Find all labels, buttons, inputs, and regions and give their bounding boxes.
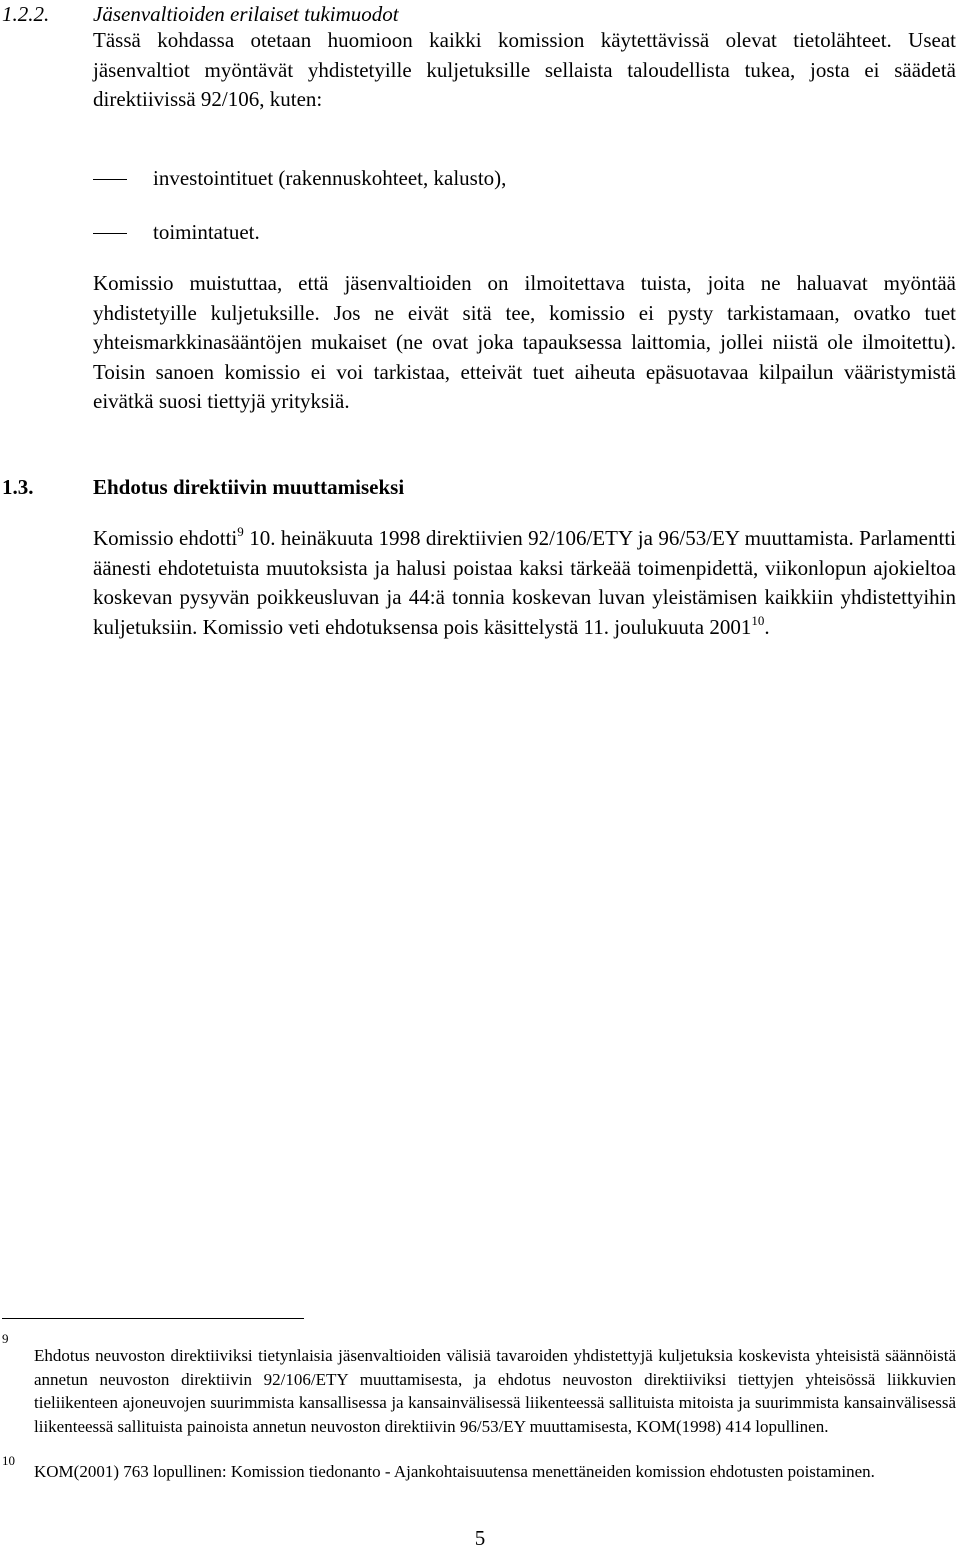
footnote-text-9: Ehdotus neuvoston direktiiviksi tietynlaisia jäsenvaltioiden välisiä tavaroiden yhdistettyjä kuljetuksia koskevista yhteisistä säännöistä annetun neuvoston direktiivin 92/106/ETY muuttamisesta, ja ehdotus neuvoston direktiiviksi tiettyjen yhteisössä liikkuvien tieliikenteen ajoneuvojen suurimmista kansallisessa ja kansainvälisessä liikenteessä sallituista mitoista ja suurimmista kansainvälisessä liikenteessä sallituista painoista annetun neuvoston direktiivin 96/53/EY muuttamisesta, KOM(1998) 414 lopullinen. xyxy=(34,1346,956,1436)
footnote-ref-9[interactable]: 9 xyxy=(237,524,244,539)
subsection-title: Jäsenvaltioiden erilaiset tukimuodot xyxy=(93,2,399,26)
list-item-text: investointituet (rakennuskohteet, kalusto), xyxy=(153,166,507,190)
proposal-text-middle: 10. heinäkuuta 1998 direktiivien 92/106/ETY ja 96/53/EY muuttamista. Parlamentti äänesti ehdotetuista muutoksista ja halusi poistaa kaksi tärkeää toimenpidettä, viikonlopun ajokieltoa koskevan pysyvän poikkeusluvan ja 44:ä tonnia koskevan luvan yleistämisen kaikkiin yhdistettyihin kuljetuksiin. Komissio veti ehdotuksensa pois käsittelystä 11. joulukuuta 2001 xyxy=(93,526,956,639)
proposal-text-start: Komissio ehdotti xyxy=(93,526,238,550)
footnote-separator xyxy=(2,1318,304,1319)
proposal-text-end: . xyxy=(764,614,770,639)
dash-bullet xyxy=(93,233,127,234)
footnote-text-10: KOM(2001) 763 lopullinen: Komission tiedonanto - Ajankohtaisuutensa menettäneiden komission ehdotusten poistaminen. xyxy=(34,1462,875,1481)
proposal-paragraph xyxy=(93,524,956,642)
list-item-text: toimintatuet. xyxy=(153,220,260,244)
footnote-ref-10[interactable]: 10 xyxy=(751,612,765,628)
subsection-number: 1.2.2. xyxy=(2,2,50,26)
footnote-mark-9: 9 xyxy=(2,1331,9,1346)
section-number: 1.3. xyxy=(2,475,34,499)
section-title: Ehdotus direktiivin muuttamiseksi xyxy=(93,475,405,499)
footnote-mark-10: 10 xyxy=(2,1453,15,1468)
intro-paragraph: Tässä kohdassa otetaan huomioon kaikki komission käytettävissä olevat tietolähteet. Useat jäsenvaltiot myöntävät yhdistetyille kuljetuksille sellaista taloudellista tukea, josta ei säädetä direktiivissä 92/106, kuten: xyxy=(93,28,956,111)
page-number: 5 xyxy=(474,1526,486,1550)
dash-bullet xyxy=(93,179,127,180)
notification-paragraph: Komissio muistuttaa, että jäsenvaltioiden on ilmoitettava tuista, joita ne haluavat myöntää yhdistetyille kuljetuksille. Jos ne eivät sitä tee, komissio ei pysty tarkistamaan, ovatko tuet yhteismarkkinasääntöjen mukaiset (ne ovat joka tapauksessa laittomia, jollei niistä ole ilmoitettu). Toisin sanoen komissio ei voi tarkistaa, etteivät tuet aiheuta epäsuotavaa kilpailun vääristymistä eivätkä suosi tiettyjä yrityksiä. xyxy=(93,271,956,413)
